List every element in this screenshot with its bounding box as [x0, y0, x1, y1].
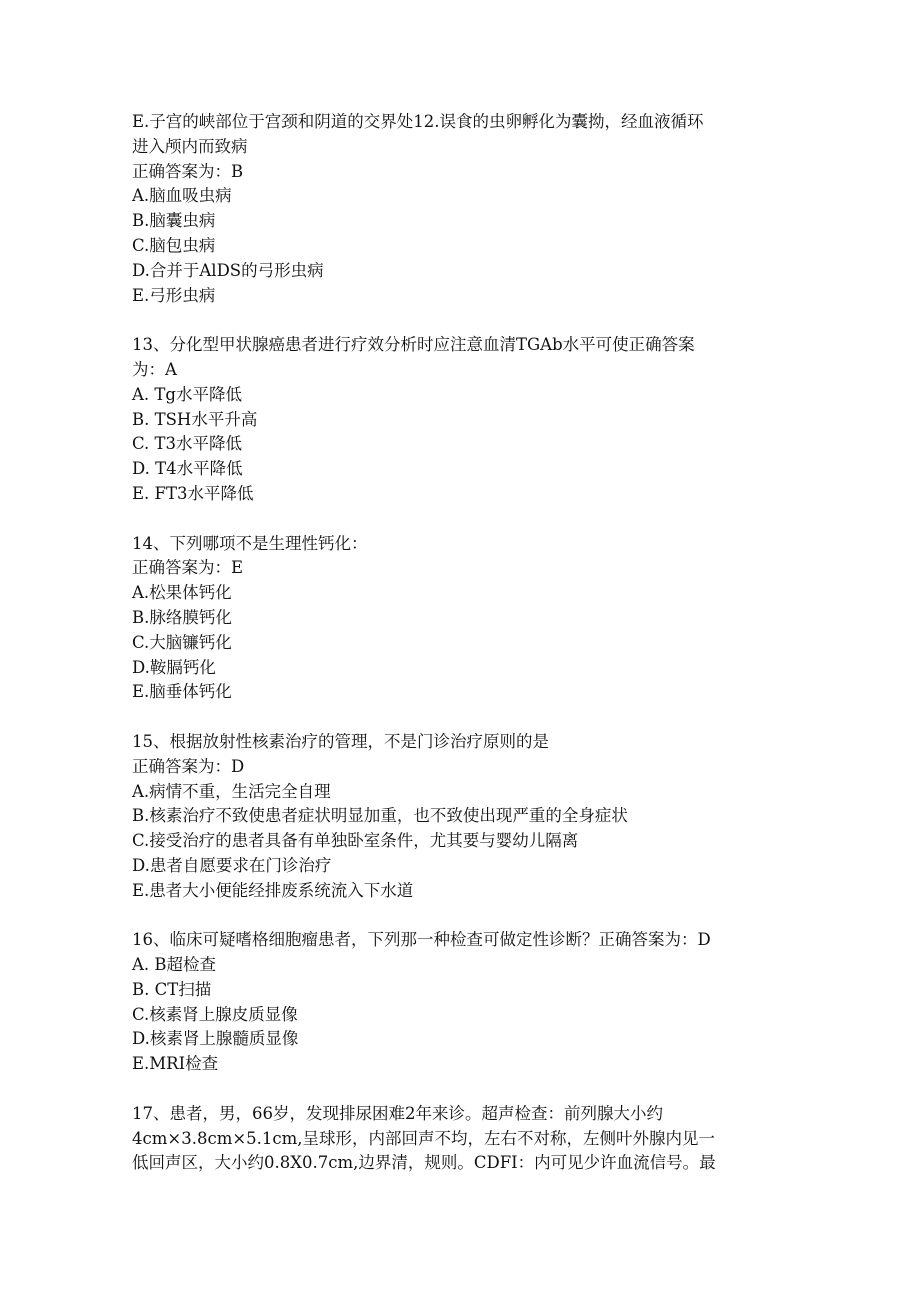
question-12-block: [132, 110, 792, 308]
option-a: A.松果体钙化: [132, 583, 232, 603]
option-b: B.脉络膜钙化: [132, 607, 232, 627]
option-b: B.脑囊虫病: [132, 211, 216, 231]
option-e: E.脑垂体钙化: [132, 682, 232, 702]
question-text-line: 17、患者，男，66岁，发现排尿困难2年来诊。超声检查：前列腺大小约: [132, 1103, 663, 1123]
document-body: [132, 110, 792, 1176]
option-a: A.病情不重，生活完全自理: [132, 781, 331, 801]
question-text-line: 4cm×3.8cm×5.1cm,呈球形，内部回声不均，左右不对称，左侧叶外腺内见一: [132, 1128, 716, 1148]
question-15-block: [132, 730, 792, 904]
option-e: E.MRI检查: [132, 1054, 219, 1074]
option-d: D. T4水平降低: [132, 459, 243, 479]
question-13-block: [132, 333, 792, 507]
block-spacer: [132, 308, 792, 333]
option-a: A.脑血吸虫病: [132, 186, 232, 206]
question-14-block: [132, 532, 792, 706]
question-17-block: [132, 1102, 792, 1176]
block-spacer: [132, 904, 792, 929]
option-d: D.合并于AlDS的弓形虫病: [132, 260, 324, 280]
option-c: C.脑包虫病: [132, 235, 216, 255]
block-spacer: [132, 705, 792, 730]
option-b: B. TSH水平升高: [132, 409, 258, 429]
option-e: E.弓形虫病: [132, 285, 216, 305]
block-spacer: [132, 507, 792, 532]
answer-line: 正确答案为：E: [132, 558, 244, 578]
question-text-line: 低回声区，大小约0.8X0.7cm,边界清，规则。CDFI：内可见少许血流信号。最: [132, 1153, 716, 1173]
option-c: C.大脑镰钙化: [132, 632, 232, 652]
option-d: D.鞍膈钙化: [132, 657, 216, 677]
option-c: C.接受治疗的患者具备有单独卧室条件，尤其要与婴幼儿隔离: [132, 831, 579, 851]
question-text-line: 14、下列哪项不是生理性钙化：: [132, 533, 368, 553]
question-text-line: 13、分化型甲状腺癌患者进行疗效分析时应注意血清TGAb水平可使正确答案: [132, 335, 695, 355]
question-text-line: 16、临床可疑嗜格细胞瘤患者，下列那一种检查可做定性诊断？正确答案为：D: [132, 930, 711, 950]
option-a: A. B超检查: [132, 955, 217, 975]
option-d: D.核素肾上腺髓质显像: [132, 1029, 299, 1049]
option-e: E. FT3水平降低: [132, 483, 254, 503]
option-a: A. Tg水平降低: [132, 384, 242, 404]
answer-line: 为：A: [132, 359, 177, 379]
question-text-line: 进入颅内而致病: [132, 136, 248, 156]
option-b: B.核素治疗不致使患者症状明显加重，也不致使出现严重的全身症状: [132, 806, 628, 826]
option-d: D.患者自愿要求在门诊治疗: [132, 855, 332, 875]
block-spacer: [132, 1077, 792, 1102]
option-e: E.患者大小便能经排废系统流入下水道: [132, 880, 414, 900]
option-b: B. CT扫描: [132, 979, 212, 999]
question-text-line: E.子宫的峡部位于宫颈和阴道的交界处12.误食的虫卵孵化为囊拗，经血液循环: [132, 112, 704, 131]
answer-line: 正确答案为：D: [132, 756, 245, 776]
question-text-line: 15、根据放射性核素治疗的管理，不是门诊治疗原则的是: [132, 731, 549, 751]
question-16-block: [132, 928, 792, 1077]
answer-line: 正确答案为：B: [132, 161, 244, 181]
option-c: C.核素肾上腺皮质显像: [132, 1004, 298, 1024]
option-c: C. T3水平降低: [132, 434, 243, 454]
